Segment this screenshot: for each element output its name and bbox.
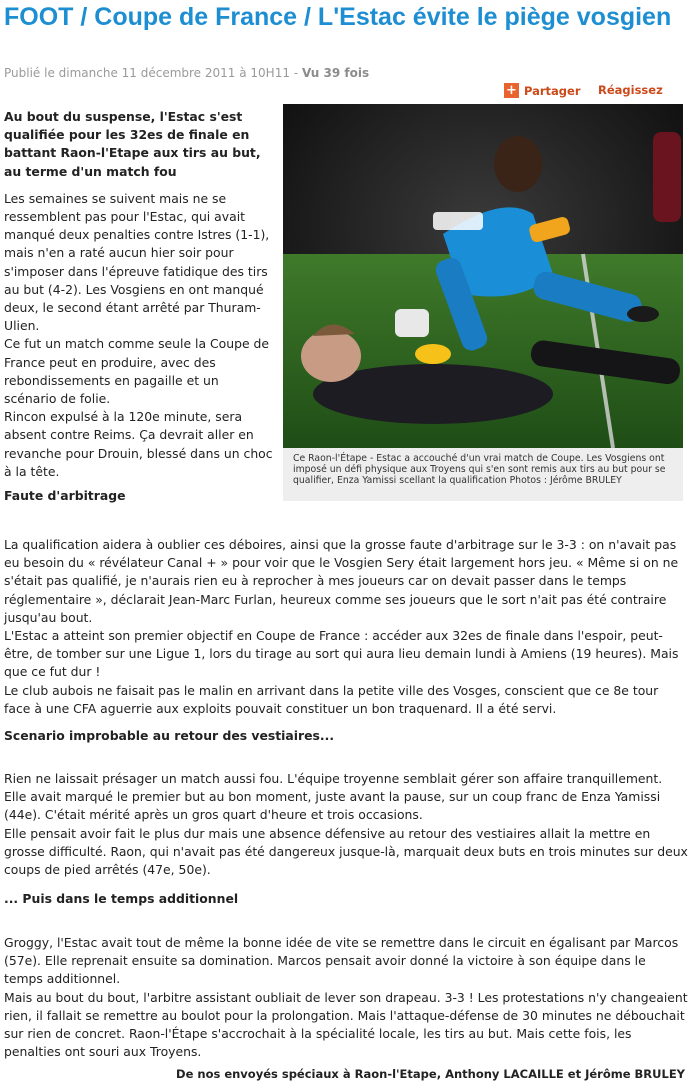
meta-separator: - xyxy=(289,66,302,80)
section-title: Scenario improbable au retour des vestiaires... xyxy=(4,728,335,743)
view-count: Vu 39 fois xyxy=(301,66,370,80)
publish-date: Publié le dimanche 11 décembre 2011 à 10H11 xyxy=(4,66,290,80)
paragraph: Elle pensait avoir fait le plus dur mais une absence défensive au retour des vestiaires allait la mettre en grosse difficulté. Raon, qui n'avait pas été dangereux jusque-là, marquait deux buts en trois minutes sur deux coups de pied arrêtés (47e, 50e). xyxy=(4,825,688,878)
plus-icon: + xyxy=(504,83,519,98)
intro-column xyxy=(4,108,274,481)
article-lead: Au bout du suspense, l'Estac s'est qualifiée pour les 32es de finale en battant Raon-l'Etape aux tirs au but, au terme d'un match fou xyxy=(4,109,261,179)
paragraph: Groggy, l'Estac avait tout de même la bonne idée de vite se remettre dans le circuit en égalisant par Marcos (57e). Elle reprenait ensuite sa domination. Marcos pensait avoir donné la victoire à son équipe dans le temps additionnel. xyxy=(4,935,679,987)
paragraph: L'Estac a atteint son premier objectif en Coupe de France : accéder aux 32es de finale dans l'espoir, peut-être, de tomber sur une Ligue 1, lors du tirage au sort qui aura lieu demain lundi à Amiens (19 heures). Mais que ce fut dur ! xyxy=(4,628,679,680)
article-photo[interactable] xyxy=(283,104,683,448)
intro-paragraph: Les semaines se suivent mais ne se ressemblent pas pour l'Estac, qui avait manqué deux penalties contre Istres (1-1), mais n'en a raté aucun hier soir pour s'imposer dans l'épreuve fatidique des tirs au but (4-2). Les Vosgiens en ont manqué deux, le second étant arrêté par Thuram-Ulien. xyxy=(4,190,270,334)
section-title: Faute d'arbitrage xyxy=(4,488,126,503)
article-byline: De nos envoyés spéciaux à Raon-l'Etape, Anthony LACAILLE et Jérôme BRULEY xyxy=(176,1067,685,1081)
paragraph: Mais au bout du bout, l'arbitre assistant oubliait de lever son drapeau. 3-3 ! Les protestations n'y changeaient rien, il fallait se remettre au boulot pour la prolongation. Mais l'attaque-défense de 30 minutes ne débouchait sur rien de concret. Raon-l'Étape s'accrochait à la spécialité locale, les tirs au but. Mais cette fois, les penalties ont souri aux Troyens. xyxy=(4,989,688,1060)
section-body xyxy=(4,934,688,1061)
section-body xyxy=(4,770,688,879)
paragraph: Le club aubois ne faisait pas le malin en arrivant dans la petite ville des Vosges, conscient que ce 8e tour face à une CFA aguerrie aux exploits pouvait constituer un bon traquenard. Il a été servi. xyxy=(4,682,659,716)
photo-caption: Ce Raon-l'Étape - Estac a accouché d'un vrai match de Coupe. Les Vosgiens ont imposé un défi physique aux Troyens qui s'en sont remis aux tirs au but pour se qualifier, Enza Yamissi scellant la qualification Photos : Jérôme BRULEY xyxy=(283,448,683,501)
intro-paragraph: Rincon expulsé à la 120e minute, sera absent contre Reims. Ça devrait aller en revanche pour Drouin, blessé dans un choc à la tête. xyxy=(4,409,273,479)
article-headline: FOOT / Coupe de France / L'Estac évite le piège vosgien xyxy=(4,3,672,31)
section-title: ... Puis dans le temps additionnel xyxy=(4,891,239,906)
intro-paragraph: Ce fut un match comme seule la Coupe de France peut en produire, avec des rebondissements en pagaille et un scénario de folie. xyxy=(4,336,270,407)
paragraph: Rien ne laissait présager un match aussi fou. L'équipe troyenne semblait gérer son affaire tranquillement. Elle avait marqué le premier but au bon moment, juste avant la pause, sur un coup franc de Enza Yamissi (44e). C'était mérité après un gros quart d'heure et trois occasions. xyxy=(4,771,663,823)
share-button[interactable] xyxy=(504,83,581,98)
paragraph: La qualification aidera à oublier ces déboires, ainsi que la grosse faute d'arbitrage sur le 3-3 : on n'avait pas eu besoin du « révélateur Canal + » pour voir que le Vosgien Sery était largement hors jeu. « Même si on ne s'était pas qualifié, je n'aurais rien eu à reprocher à mes joueurs car on devait passer dans le temps réglementaire », déclarait Jean-Marc Furlan, heureux comme ses joueurs que le sort n'ait pas été contraire jusqu'au bout. xyxy=(4,537,679,625)
share-label: Partager xyxy=(524,83,581,98)
football-match-photo xyxy=(283,104,683,448)
article-meta xyxy=(4,66,369,80)
section-body xyxy=(4,536,688,718)
react-button[interactable]: Réagissez xyxy=(598,83,663,97)
